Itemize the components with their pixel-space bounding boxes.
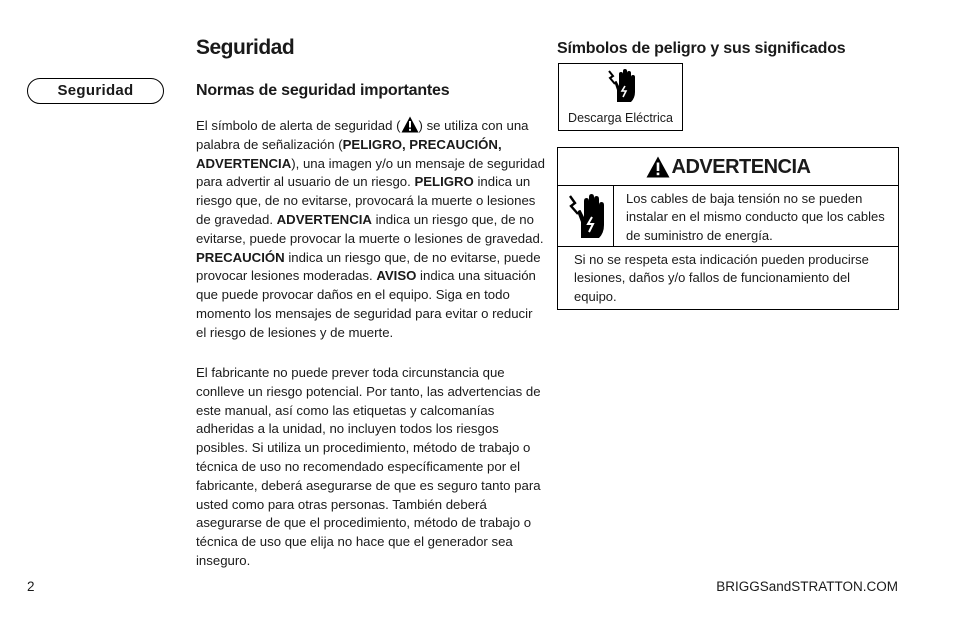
safety-alert-paragraph: El símbolo de alerta de seguridad ( ) se utiliza con una palabra de señalización (PELIGRO, PRECAUCIÓN, ADVERTENCIA), una imagen y/o un mensaje de seguridad para advertir al usuario de un riesgo. PELIGRO indica un riesgo que, de no evitarse, provocará la muerte o lesiones de gravedad. ADVERTENCIA indica un riesgo que, de no evitarse, puede provocar la muerte o lesiones de gravedad. PRECAUCIÓN indica un riesgo que, de no evitarse, puede provocar lesiones moderadas. AVISO indica una situación que puede provocar daños en el equipo. Siga en todo momento los mensajes de seguridad para evitar o reducir el riesgo de lesiones y de muerte.	[196, 118, 545, 340]
safety-rules-heading: Normas de seguridad importantes	[196, 82, 450, 99]
electric-shock-hand-icon	[564, 192, 608, 240]
page-number: 2	[27, 579, 35, 594]
safety-alert-icon	[401, 116, 419, 133]
manufacturer-paragraph: El fabricante no puede prever toda circunstancia que conlleve un riesgo potencial. Por tanto, las advertencias de este manual, así como las etiquetas y calcomanías adheridas a la unidad, no incluyen todos los riesgos posibles. Si utiliza un procedimiento, método de trabajo o técnica de uso no recomendado específicamente por el fabricante, deberá asegurarse de que es seguro tanto para usted como para otras personas. También deberá asegurarse de que el procedimiento, método de trabajo o técnica de uso que elija no hace que el generador sea inseguro.	[196, 365, 541, 568]
symbol-caption: Descarga Eléctrica	[568, 111, 673, 125]
footer-website: BRIGGSandSTRATTON.COM	[716, 579, 898, 594]
hazard-symbol-box	[558, 63, 683, 131]
warning-divider	[558, 246, 898, 247]
hazard-symbols-heading: Símbolos de peligro y sus significados	[557, 40, 846, 57]
warning-note: Si no se respeta esta indicación pueden producirse lesiones, daños y/o fallos de funcionamiento del equipo.	[574, 252, 869, 304]
warning-triangle-icon	[646, 156, 670, 178]
warning-box	[557, 147, 899, 310]
warning-text: Los cables de baja tensión no se pueden instalar en el mismo conducto que los cables de suministro de energía.	[626, 191, 885, 243]
electric-shock-hand-icon	[604, 68, 638, 104]
warning-title: ADVERTENCIA	[671, 155, 811, 178]
warning-icon-cell	[558, 186, 614, 246]
section-tab: Seguridad	[27, 78, 164, 104]
page-title: Seguridad	[196, 36, 295, 59]
warning-header	[558, 148, 898, 186]
